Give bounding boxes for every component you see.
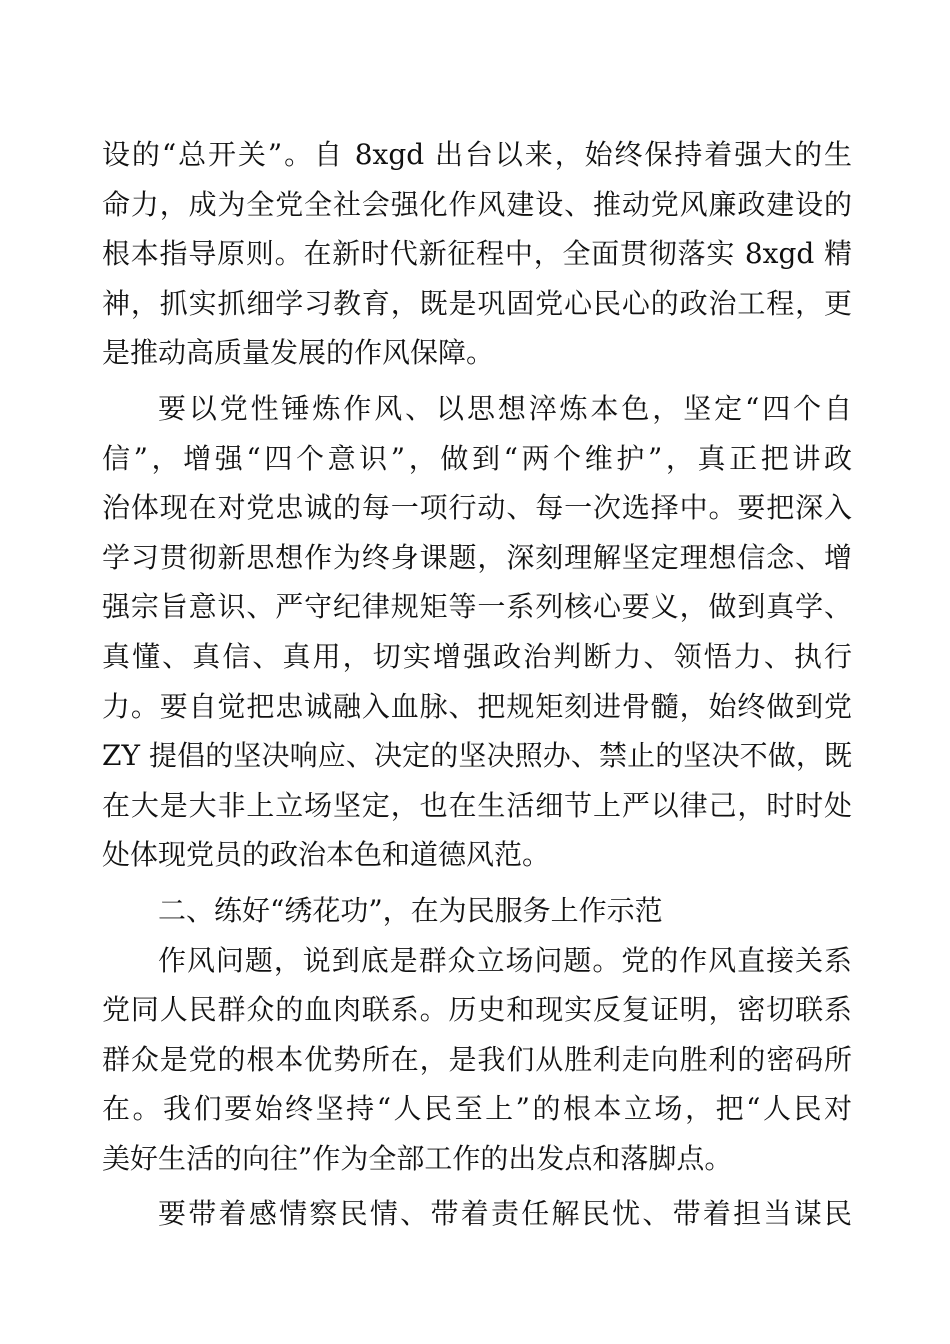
- text-line: 神，抓实抓细学习教育，既是巩固党心民心的政治工程，更: [102, 286, 852, 320]
- text-line: 设的“总开关”。自 8xgd 出台以来，始终保持着强大的生: [102, 138, 852, 171]
- text-line: ZY 提倡的坚决响应、决定的坚决照办、禁止的坚决不做，既: [102, 739, 852, 773]
- paragraph-party-spirit: [102, 384, 852, 880]
- text-line: 强宗旨意识、严守纪律规矩等一系列核心要义，做到真学、: [102, 590, 852, 624]
- text-line: 是推动高质量发展的作风保障。: [102, 336, 495, 370]
- text-line: 学习贯彻新思想作为终身课题，深刻理解坚定理想信念、增: [102, 540, 852, 574]
- text-line: 处体现党员的政治本色和道德风范。: [102, 838, 551, 872]
- document-body: [102, 130, 852, 1239]
- section-heading: [102, 886, 852, 936]
- text-line: 治体现在对党忠诚的每一项行动、每一次选择中。要把深入: [102, 491, 852, 525]
- paragraph-people-feelings: [102, 1189, 852, 1239]
- text-line: 命力，成为全党全社会强化作风建设、推动党风廉政建设的: [102, 187, 852, 221]
- text-line: 真懂、真信、真用，切实增强政治判断力、领悟力、执行: [102, 639, 852, 673]
- text-line: 根本指导原则。在新时代新征程中，全面贯彻落实 8xgd 精: [102, 237, 852, 271]
- text-line: 在。我们要始终坚持“人民至上”的根本立场，把“人民对: [102, 1092, 852, 1126]
- paragraph-intro-continued: [102, 130, 852, 378]
- heading-line: 二、练好“绣花功”，在为民服务上作示范: [158, 893, 663, 927]
- text-line: 在大是大非上立场坚定，也在生活细节上严以律己，时时处: [102, 788, 852, 822]
- text-line: 要以党性锤炼作风、以思想淬炼本色，坚定“四个自: [158, 391, 852, 425]
- text-line: 党同人民群众的血肉联系。历史和现实反复证明，密切联系: [102, 993, 852, 1027]
- text-line: 力。要自觉把忠诚融入血脉、把规矩刻进骨髓，始终做到党: [102, 689, 852, 723]
- text-line: 信”，增强“四个意识”，做到“两个维护”，真正把讲政: [102, 441, 852, 475]
- paragraph-mass-line: [102, 936, 852, 1184]
- text-line: 要带着感情察民情、带着责任解民忧、带着担当谋民: [158, 1197, 852, 1231]
- text-line: 群众是党的根本优势所在，是我们从胜利走向胜利的密码所: [102, 1042, 852, 1076]
- text-line: 作风问题，说到底是群众立场问题。党的作风直接关系: [158, 943, 852, 977]
- text-line: 美好生活的向往”作为全部工作的出发点和落脚点。: [102, 1141, 733, 1175]
